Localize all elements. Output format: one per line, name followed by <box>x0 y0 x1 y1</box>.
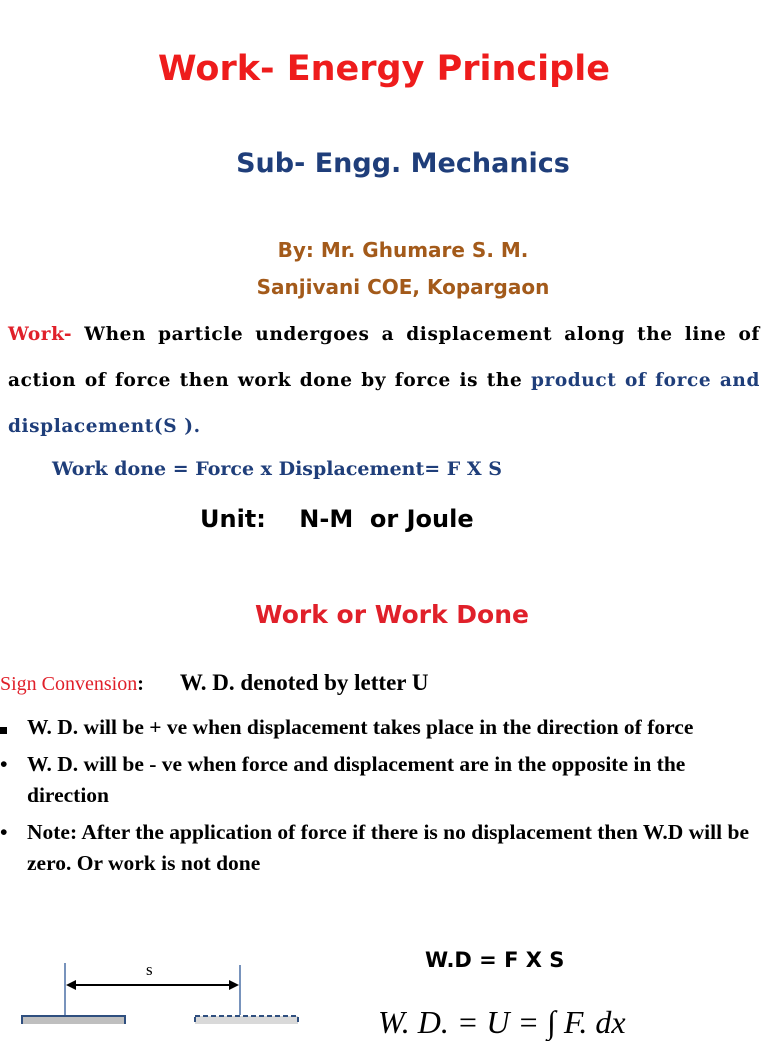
displacement-diagram <box>0 955 320 1024</box>
dot-bullet-icon: • <box>0 752 8 776</box>
section-heading: Work or Work Done <box>255 600 529 629</box>
wd-short-formula: W.D = F X S <box>425 948 565 972</box>
bullet-text: W. D. will be + ve when displacement takes place in the direction of force <box>27 715 694 739</box>
sign-convention-row <box>0 670 428 696</box>
unit-line: Unit: N-M or Joule <box>200 505 474 533</box>
bullet-item <box>0 749 760 811</box>
bullet-text: Note: After the application of force if there is no displacement then W.D will be zero. Or work is not done <box>27 820 749 875</box>
displacement-label: s <box>146 960 153 979</box>
arrow-right-head-icon <box>229 980 239 990</box>
dot-bullet-icon: • <box>0 820 8 844</box>
page-title: Work- Energy Principle <box>158 49 610 89</box>
sign-convention-colon: : <box>137 673 144 695</box>
bullet-list <box>0 712 760 885</box>
block-initial <box>22 1016 125 1024</box>
square-bullet-icon <box>0 712 20 743</box>
sign-convention-label: Sign Convension <box>0 673 138 695</box>
block-displaced <box>195 1016 298 1024</box>
subtitle: Sub- Engg. Mechanics <box>236 148 570 179</box>
work-formula: Work done = Force x Displacement= F X S <box>52 458 502 480</box>
work-term: Work- <box>8 324 73 345</box>
work-definition <box>8 312 760 450</box>
bullet-item <box>0 817 760 879</box>
bullet-item <box>0 712 760 743</box>
author-name: By: Mr. Ghumare S. M. <box>277 238 529 262</box>
work-definition-text: When particle undergoes a displacement along the line of action of force then work done by force is the <box>8 324 760 391</box>
arrow-left-head-icon <box>66 980 76 990</box>
work-definition-highlight: product of force and displacement(S ). <box>8 370 760 437</box>
author-institute: Sanjivani COE, Kopargaon <box>256 275 550 299</box>
bullet-text: W. D. will be - ve when force and displacement are in the opposite in the direction <box>27 752 686 807</box>
integral-formula: W. D. = U = ∫ F. dx <box>378 1004 626 1040</box>
sign-convention-description: W. D. denoted by letter U <box>179 670 429 695</box>
